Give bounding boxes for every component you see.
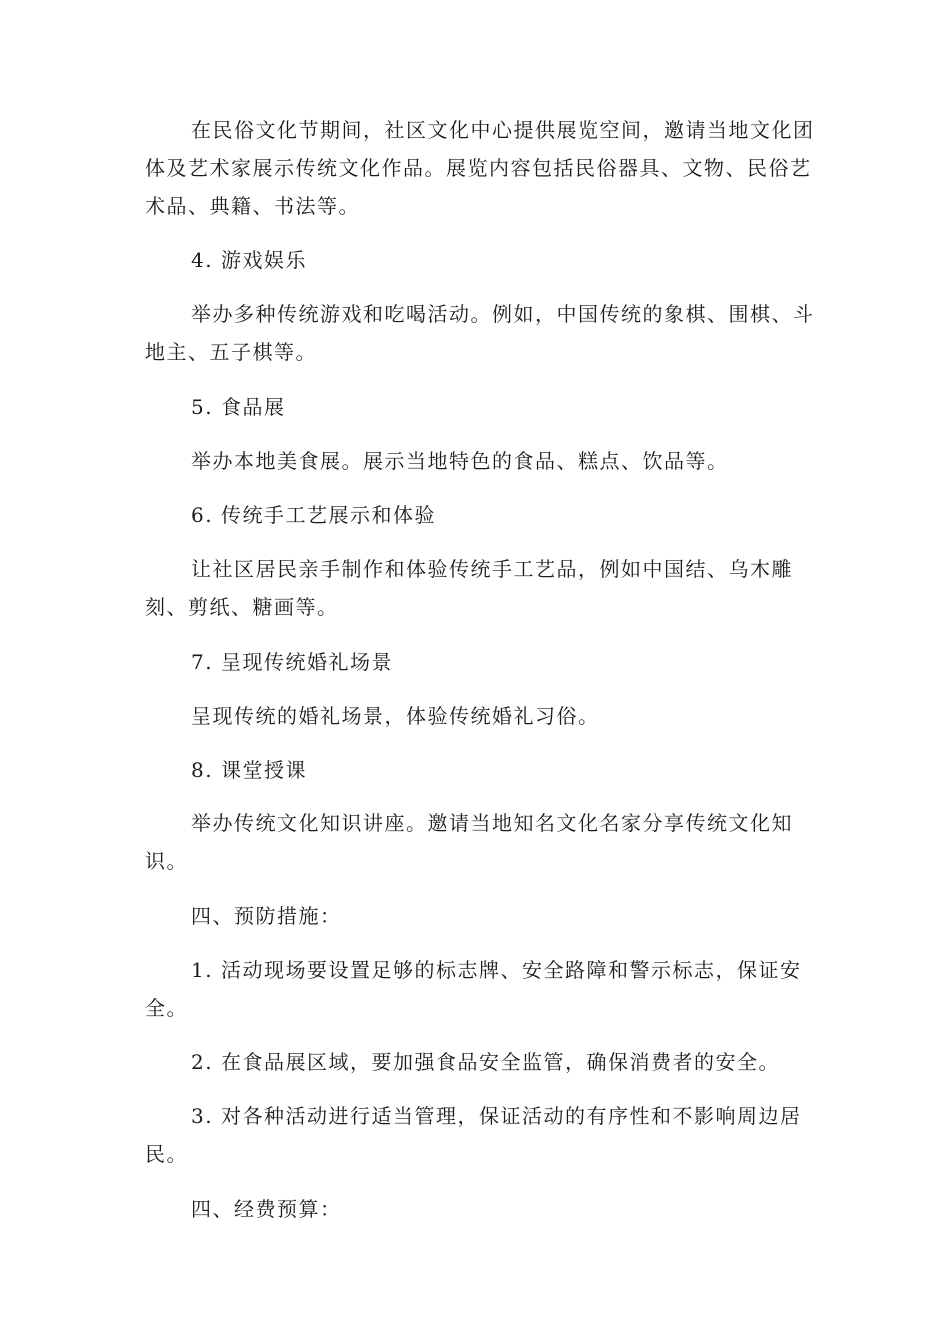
paragraph-prevention-2: 2. 在食品展区域，要加强食品安全监管，确保消费者的安全。 — [191, 1050, 780, 1074]
paragraph-prevention-3: 3. 对各种活动进行适当管理，保证活动的有序性和不影响周边居民。 — [145, 1104, 802, 1166]
paragraph-games: 举办多种传统游戏和吃喝活动。例如，中国传统的象棋、围棋、斗地主、五子棋等。 — [145, 302, 815, 364]
paragraph-prevention-1: 1. 活动现场要设置足够的标志牌、安全路障和警示标志，保证安全。 — [145, 958, 802, 1020]
heading-prevention: 四、预防措施： — [191, 904, 342, 928]
heading-budget: 四、经费预算： — [191, 1197, 342, 1221]
heading-handicraft: 6. 传统手工艺展示和体验 — [191, 503, 436, 527]
paragraph-wedding: 呈现传统的婚礼场景，体验传统婚礼习俗。 — [191, 704, 600, 728]
heading-wedding: 7. 呈现传统婚礼场景 — [191, 650, 393, 674]
heading-food-show: 5. 食品展 — [191, 395, 286, 419]
paragraph-lecture: 举办传统文化知识讲座。邀请当地知名文化名家分享传统文化知识。 — [145, 811, 793, 873]
paragraph-exhibition: 在民俗文化节期间，社区文化中心提供展览空间，邀请当地文化团体及艺术家展示传统文化作品。展览内容包括民俗器具、文物、民俗艺术品、典籍、书法等。 — [145, 118, 815, 218]
paragraph-food-show: 举办本地美食展。展示当地特色的食品、糕点、饮品等。 — [191, 449, 729, 473]
paragraph-handicraft: 让社区居民亲手制作和体验传统手工艺品，例如中国结、乌木雕刻、剪纸、糖画等。 — [145, 557, 793, 619]
heading-lecture: 8. 课堂授课 — [191, 758, 307, 782]
heading-games: 4. 游戏娱乐 — [191, 248, 307, 272]
